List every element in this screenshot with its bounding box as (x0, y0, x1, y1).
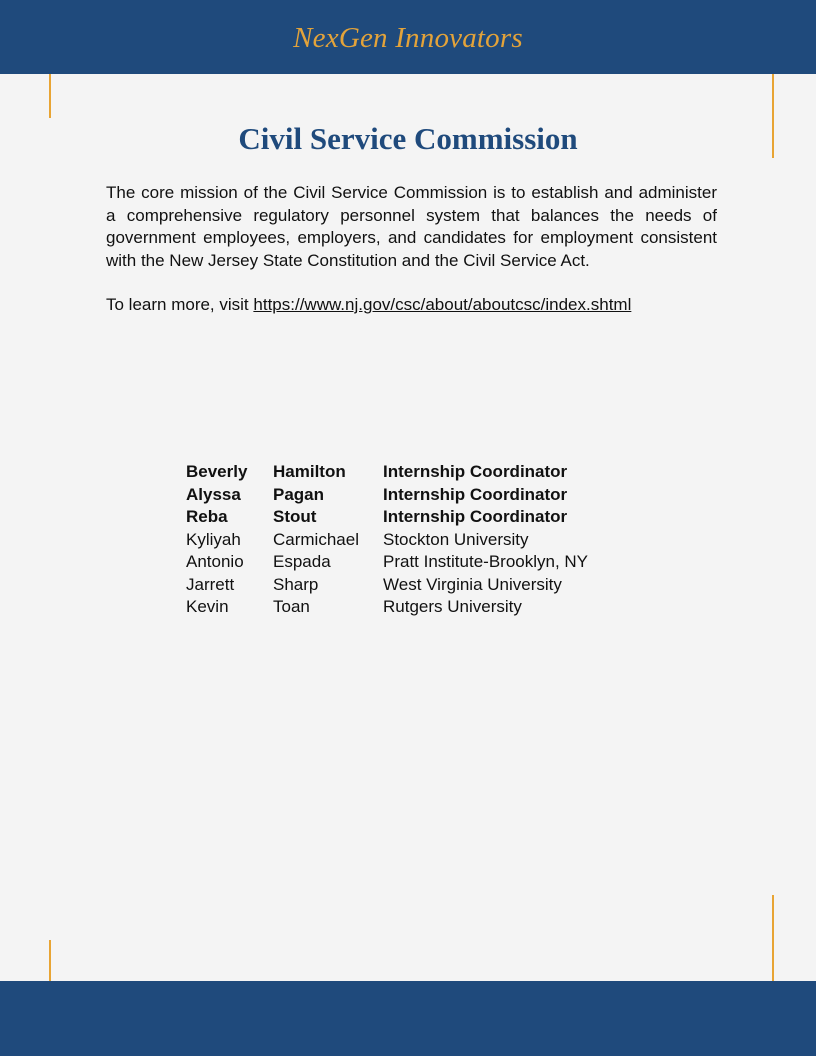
roster-last-name: Sharp (273, 574, 319, 594)
page-title: Civil Service Commission (238, 121, 578, 156)
roster-row (186, 574, 588, 597)
roster-first-name: Kyliyah (186, 529, 241, 549)
csc-about-link[interactable]: https://www.nj.gov/csc/about/aboutcsc/index.shtml (253, 295, 632, 314)
roster-role: Rutgers University (383, 597, 522, 616)
learn-more-prefix: To learn more, visit (106, 295, 254, 314)
roster-first-name: Reba (186, 507, 228, 526)
roster-role: Internship Coordinator (383, 507, 568, 526)
roster-row (186, 461, 588, 484)
roster-role: Internship Coordinator (383, 484, 568, 504)
roster-last-name: Pagan (273, 484, 325, 504)
left-border-line-bottom (49, 940, 51, 981)
roster-role: Internship Coordinator (383, 462, 568, 481)
roster-row (186, 596, 588, 619)
roster-last-name: Stout (273, 507, 317, 526)
roster-role: Pratt Institute-Brooklyn, NY (383, 552, 589, 571)
roster-first-name: Jarrett (186, 574, 235, 594)
learn-more-line (106, 294, 746, 317)
roster-first-name: Alyssa (186, 484, 241, 504)
roster-row (186, 551, 588, 574)
roster-first-name: Antonio (186, 552, 244, 571)
roster-row (186, 506, 588, 529)
roster-first-name: Beverly (186, 462, 248, 481)
right-border-line-bottom (772, 895, 774, 981)
roster-last-name: Toan (273, 597, 310, 616)
roster-row (186, 529, 588, 552)
roster-table (186, 461, 588, 619)
roster-row (186, 484, 588, 507)
mission-paragraph: The core mission of the Civil Service Commission is to establish and administer a comprehensive regulatory personnel system that balances the needs of government employees, employers, and candidates for employment consistent with the New Jersey State Constitution and the Civil Service Act. (106, 183, 717, 270)
footer-banner (0, 981, 816, 1056)
roster-last-name: Espada (273, 552, 331, 571)
roster-last-name: Carmichael (273, 529, 359, 549)
roster-role: West Virginia University (383, 574, 562, 594)
roster-first-name: Kevin (186, 597, 229, 616)
left-border-line-top (49, 74, 51, 118)
brand-title: NexGen Innovators (293, 22, 523, 54)
roster-role: Stockton University (383, 529, 529, 549)
roster-last-name: Hamilton (273, 462, 346, 481)
